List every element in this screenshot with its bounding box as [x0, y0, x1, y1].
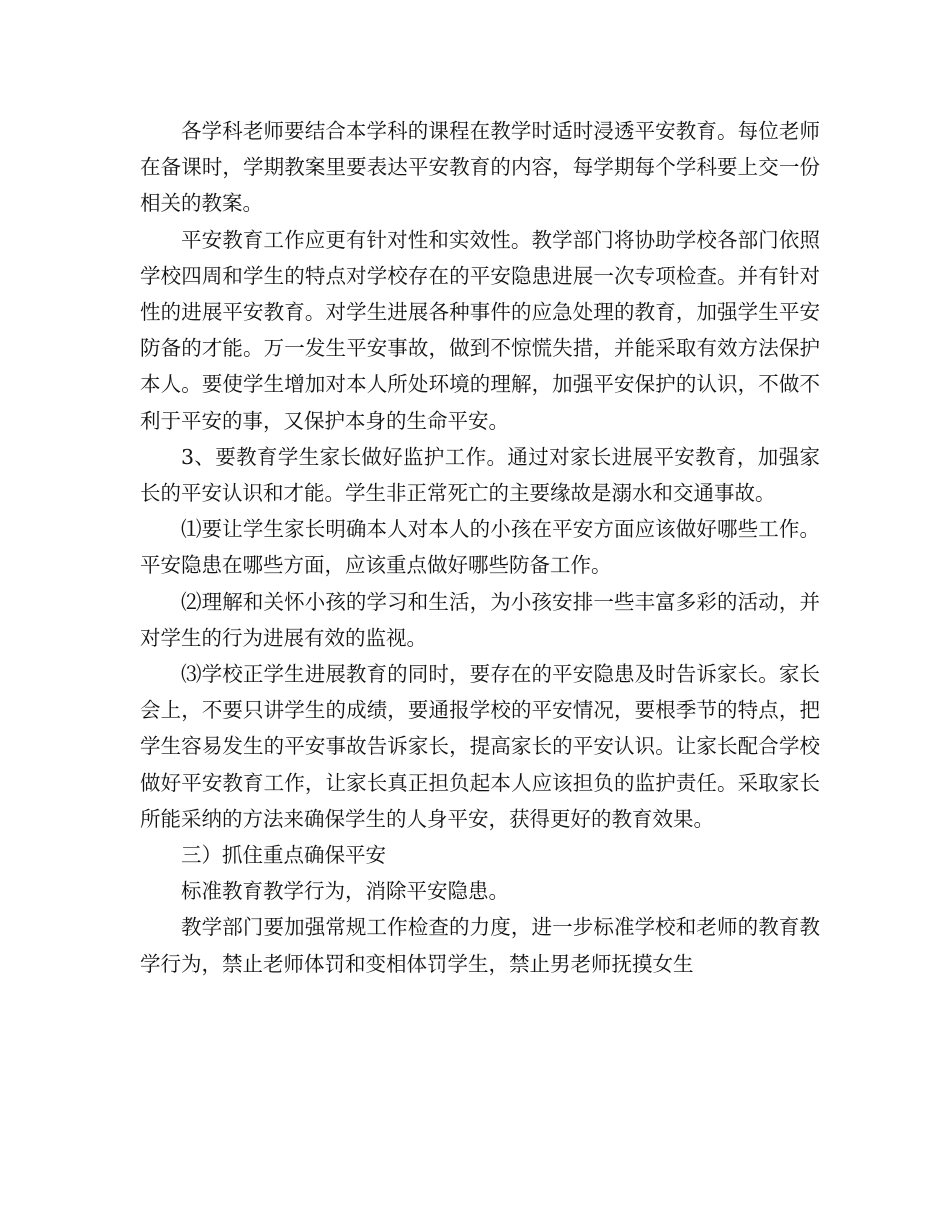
- paragraph-2: 平安教育工作应更有针对性和实效性。教学部门将协助学校各部门依照学校四周和学生的特点对学校存在的平安隐患进展一次专项检查。并有针对性的进展平安教育。对学生进展各种事件的应急处理的教育，加强学生平安防备的才能。万一发生平安事故，做到不惊慌失措，并能采取有效方法保护本人。要使学生增加对本人所处环境的理解，加强平安保护的认识，不做不利于平安的事，又保护本身的生命平安。: [140, 227, 820, 433]
- paragraph-4: ⑴要让学生家长明确本人对本人的小孩在平安方面应该做好哪些工作。平安隐患在哪些方面，应该重点做好哪些防备工作。: [140, 517, 820, 578]
- paragraph-1: 各学科老师要结合本学科的课程在教学时适时浸透平安教育。每位老师在备课时，学期教案里要表达平安教育的内容，每学期每个学科要上交一份相关的教案。: [140, 119, 820, 216]
- paragraph-7: 标准教育教学行为，消除平安隐患。: [181, 879, 509, 904]
- paragraph-5: ⑵理解和关怀小孩的学习和生活，为小孩安排一些丰富多彩的活动，并对学生的行为进展有效的监视。: [140, 589, 820, 650]
- paragraph-8: 教学部门要加强常规工作检查的力度，进一步标准学校和老师的教育教学行为，禁止老师体罚和变相体罚学生，禁止男老师抚摸女生: [140, 915, 820, 976]
- paragraph-6: ⑶学校正学生进展教育的同时，要存在的平安隐患及时告诉家长。家长会上，不要只讲学生的成绩，要通报学校的平安情况，要根季节的特点，把学生容易发生的平安事故告诉家长，提高家长的平安认识。让家长配合学校做好平安教育工作，让家长真正担负起本人应该担负的监护责任。采取家长所能采纳的方法来确保学生的人身平安，获得更好的教育效果。: [140, 662, 820, 831]
- document-body: [140, 113, 820, 982]
- section-heading: 三）抓住重点确保平安: [181, 843, 386, 868]
- paragraph-3: 3、要教育学生家长做好监护工作。通过对家长进展平安教育，加强家长的平安认识和才能。学生非正常死亡的主要缘故是溺水和交通事故。: [140, 444, 820, 506]
